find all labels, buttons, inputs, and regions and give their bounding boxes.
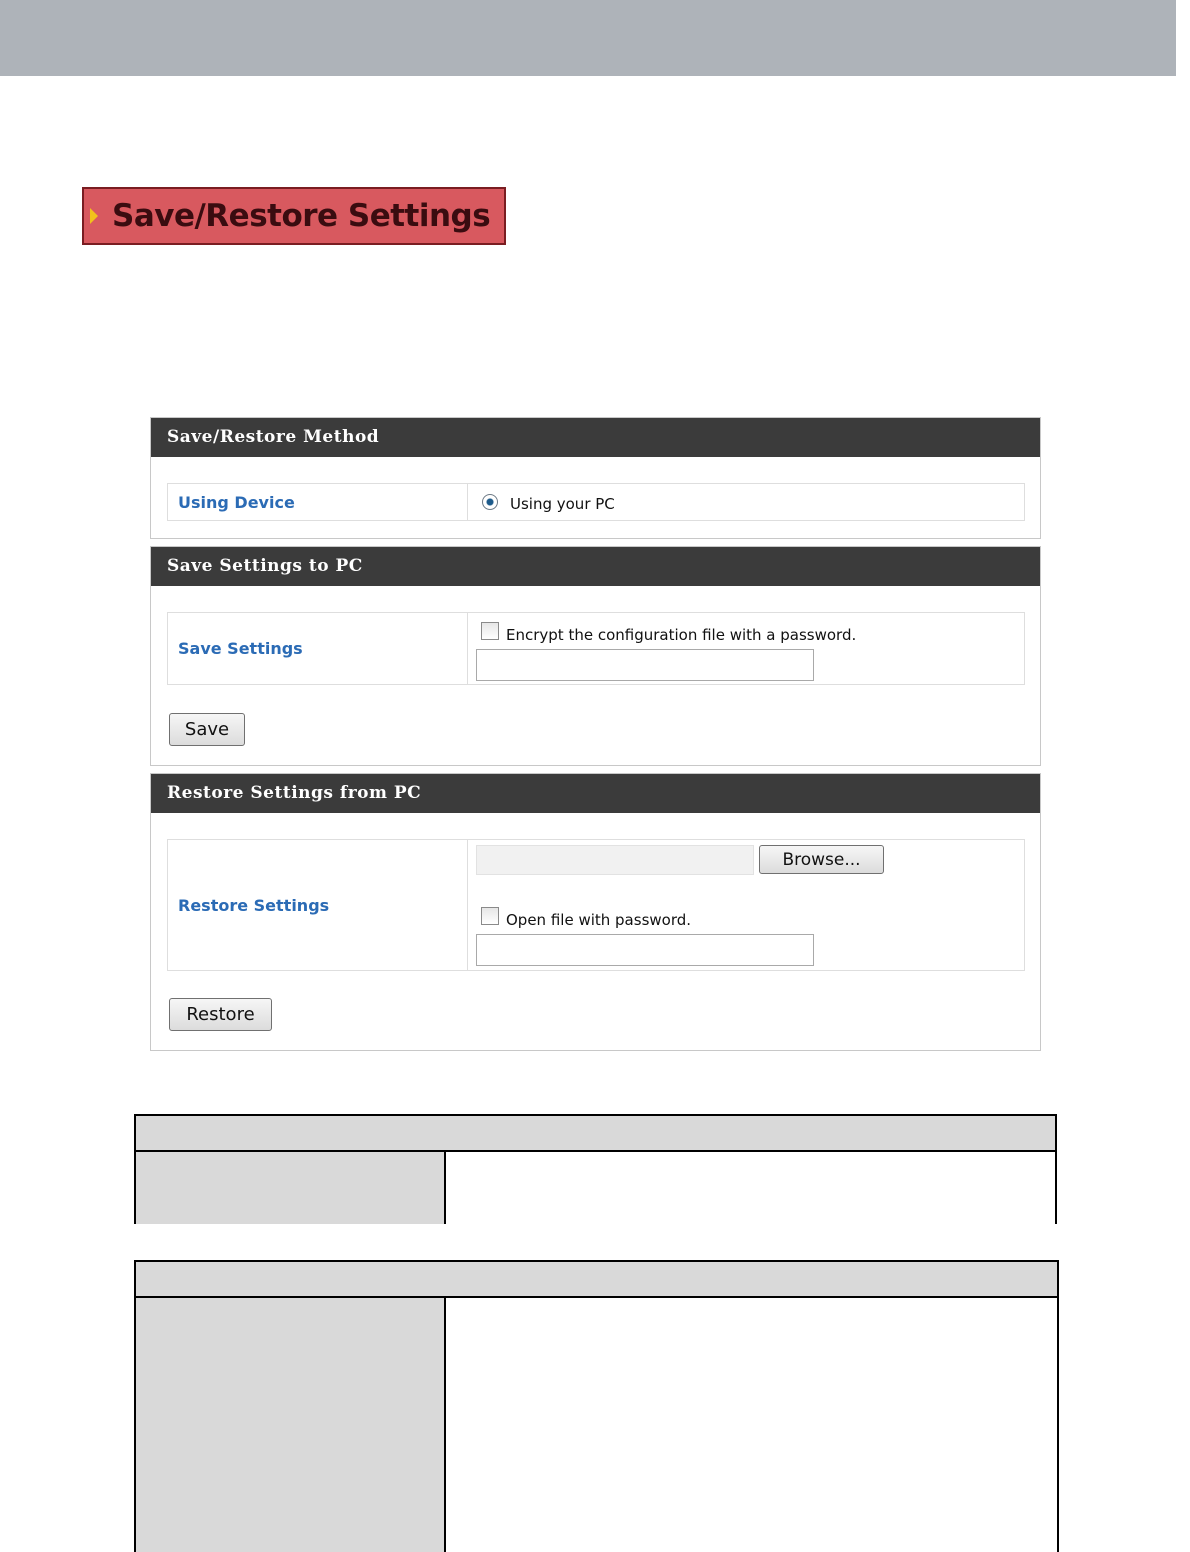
encrypt-label: Encrypt the configuration file with a password.	[506, 626, 857, 644]
restore-panel	[150, 773, 1041, 1051]
description-table-2-header	[136, 1262, 1057, 1298]
method-panel	[150, 417, 1041, 539]
restore-settings-row	[167, 839, 1025, 971]
description-table-1-header	[136, 1116, 1055, 1152]
using-pc-radio[interactable]	[482, 494, 498, 510]
description-table-1-body	[136, 1152, 1055, 1224]
save-settings-value	[468, 613, 1024, 684]
page-title-banner	[82, 187, 506, 245]
restore-settings-label: Restore Settings	[168, 840, 468, 970]
description-table-1-term	[136, 1152, 446, 1224]
restore-password-input[interactable]	[476, 934, 814, 966]
browse-button[interactable]: Browse...	[759, 845, 884, 874]
chevron-right-icon	[90, 208, 98, 224]
encrypt-checkbox[interactable]	[481, 622, 499, 640]
description-table-2	[134, 1260, 1059, 1552]
page-title: Save/Restore Settings	[112, 198, 491, 234]
using-device-row	[167, 483, 1025, 521]
page-edge	[1176, 0, 1190, 1552]
restore-panel-header: Restore Settings from PC	[151, 774, 1040, 813]
description-table-2-definition	[446, 1298, 1057, 1552]
open-password-checkbox[interactable]	[481, 907, 499, 925]
using-device-label: Using Device	[168, 484, 468, 520]
restore-settings-value	[468, 840, 1024, 970]
top-bar	[0, 0, 1176, 76]
save-panel	[150, 546, 1041, 766]
save-password-input[interactable]	[476, 649, 814, 681]
description-table-2-body	[136, 1298, 1057, 1552]
method-panel-header: Save/Restore Method	[151, 418, 1040, 457]
using-device-value	[468, 484, 1024, 520]
save-settings-row	[167, 612, 1025, 685]
description-table-2-term	[136, 1298, 446, 1552]
save-settings-label: Save Settings	[168, 613, 468, 684]
save-button[interactable]: Save	[169, 713, 245, 746]
save-panel-header: Save Settings to PC	[151, 547, 1040, 586]
description-table-1-definition	[446, 1152, 1055, 1224]
restore-button[interactable]: Restore	[169, 998, 272, 1031]
restore-file-input[interactable]	[476, 845, 754, 875]
using-pc-label: Using your PC	[510, 495, 615, 513]
description-table-1	[134, 1114, 1057, 1224]
open-password-label: Open file with password.	[506, 911, 692, 929]
